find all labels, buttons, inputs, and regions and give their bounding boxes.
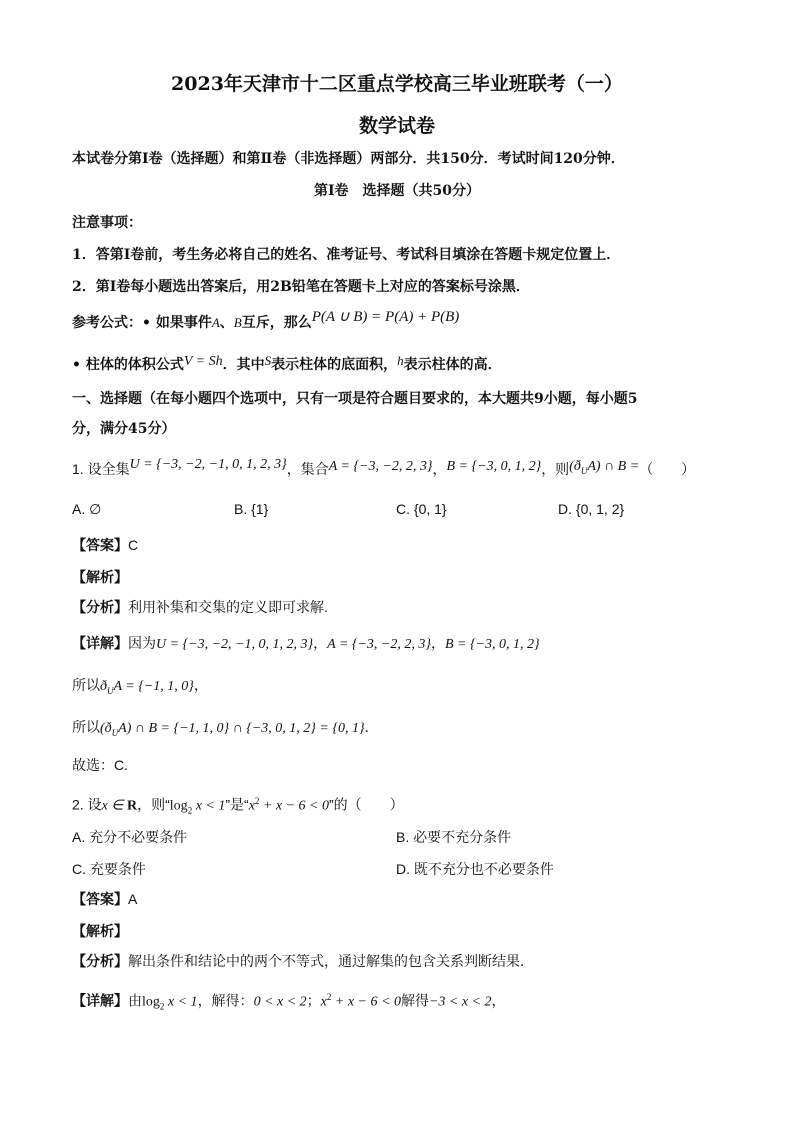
q1-xj2-sub: U bbox=[107, 685, 114, 696]
part-heading: 第Ⅰ卷 选择题（共50分） bbox=[313, 183, 481, 199]
q1-option-c: C. {0, 1} bbox=[396, 501, 447, 517]
q2-quad-sup: 2 bbox=[254, 796, 260, 806]
q1-xj1-sep1: ， bbox=[313, 635, 328, 651]
q2-answer-tag: 【答案】 bbox=[72, 891, 128, 907]
formula-label: 参考公式： bbox=[72, 315, 142, 331]
volume-formula: V = Sh bbox=[183, 354, 223, 369]
q1-expr-sub: U bbox=[580, 465, 588, 476]
event-a: A bbox=[211, 315, 220, 330]
question-1 bbox=[72, 457, 696, 484]
q2-xiangjie-tag: 【详解】 bbox=[72, 992, 128, 1009]
q2-real-set: R bbox=[127, 798, 138, 814]
q2-option-a: A. 充分不必要条件 bbox=[72, 829, 188, 845]
symbol-s: S bbox=[264, 353, 272, 368]
section-heading-line-1: 一、选择题（在每小题四个选项中，只有一项是符合题目要求的，本大题共9小题，每小题5 bbox=[72, 391, 638, 407]
q1-xj2-expr: A = {−1, 1, 0} bbox=[113, 679, 194, 694]
q1-mid1: ，集合 bbox=[286, 461, 329, 477]
q1-expr-open: (ð bbox=[569, 459, 581, 474]
q1-xj1-a-set: A = {−3, −2, 2, 3} bbox=[327, 637, 431, 652]
q2-xj-r1: 0 < x < 2 bbox=[253, 994, 307, 1010]
q2-mid: ，则“ bbox=[137, 796, 170, 813]
q2-xj-log-rest: x < 1 bbox=[164, 994, 198, 1010]
note-item-2: 2．第Ⅰ卷每小题选出答案后，用2B铅笔在答题卡上对应的答案标号涂黑． bbox=[72, 279, 530, 295]
q2-log-rest: x < 1 bbox=[192, 798, 226, 814]
formula-2-mid1: ．其中 bbox=[222, 357, 265, 373]
q1-option-b: B. {1} bbox=[234, 501, 269, 517]
q2-xj-log: log bbox=[142, 994, 160, 1010]
q2-fenxi-tag: 【分析】 bbox=[72, 953, 128, 969]
q1-fenxi-tag: 【分析】 bbox=[72, 599, 128, 615]
q1-conclusion: 故选：C. bbox=[72, 757, 128, 773]
q2-log-sub: 2 bbox=[187, 805, 193, 816]
formula-line-2 bbox=[72, 353, 502, 375]
q1-sep: ， bbox=[432, 461, 447, 477]
q2-fenxi: 解出条件和结论中的两个不等式，通过解集的包含关系判断结果． bbox=[128, 953, 534, 969]
q1-xiangjie-row bbox=[72, 634, 540, 654]
q1-expression bbox=[569, 459, 639, 474]
formula-line-1 bbox=[72, 309, 460, 332]
q1-step-3 bbox=[72, 718, 379, 742]
probability-formula: P(A ∪ B) = P(A) + P(B) bbox=[311, 309, 460, 325]
q2-xj-b: ，解得： bbox=[197, 992, 254, 1009]
q2-log: log bbox=[169, 798, 188, 814]
q1-xj3-a: 所以 bbox=[72, 719, 100, 735]
q2-cond: x ∈ bbox=[101, 798, 127, 814]
q1-xj2-a: 所以 bbox=[72, 677, 100, 693]
notes-heading: 注意事项： bbox=[72, 215, 142, 231]
formula-2-end: 表示柱体的高． bbox=[403, 357, 502, 373]
q1-expr-end: A) ∩ B = bbox=[587, 459, 640, 474]
q1-xj2-c: ð bbox=[100, 679, 107, 694]
q1-fenxi-row bbox=[72, 598, 328, 617]
symbol-h: h bbox=[397, 353, 404, 368]
q1-xj1-b-set: B = {−3, 0, 1, 2} bbox=[444, 637, 540, 652]
q1-xj3-expr: A) ∩ B = {−1, 1, 0} ∩ {−3, 0, 1, 2} = {0, 1} bbox=[118, 721, 365, 736]
formula-1-prefix: • 如果事件 bbox=[142, 315, 212, 331]
q1-jiexi: 【解析】 bbox=[72, 569, 128, 585]
q2-xiangjie-row bbox=[72, 988, 506, 1015]
intro-text: 本试卷分第Ⅰ卷（选择题）和第Ⅱ卷（非选择题）两部分．共150分．考试时间120分钟． bbox=[72, 151, 625, 167]
q2-option-d: D. 既不充分也不必要条件 bbox=[396, 861, 554, 877]
formula-1-mid: 互斥，那么 bbox=[241, 315, 312, 331]
formula-2-mid2: 表示柱体的底面积， bbox=[271, 357, 398, 373]
q2-xj-c: ； bbox=[306, 992, 321, 1009]
event-b: B bbox=[233, 315, 242, 330]
q2-prefix: 2. 设 bbox=[72, 796, 102, 813]
q1-prefix: 1. 设全集 bbox=[72, 461, 130, 477]
q1-xj1-sep2: ， bbox=[430, 635, 445, 651]
q2-answer-row bbox=[72, 890, 137, 909]
q1-xj1-u: U = {−3, −2, −1, 0, 1, 2, 3} bbox=[156, 637, 314, 652]
q1-answer-tag: 【答案】 bbox=[72, 537, 128, 553]
q2-xj-q-rest: + x − 6 < 0 bbox=[331, 994, 401, 1010]
formula-1-sep: 、 bbox=[219, 315, 234, 331]
q2-xj-r2: −3 < x < 2 bbox=[428, 994, 492, 1010]
q2-xj-d: 解得 bbox=[400, 992, 429, 1009]
q1-xj1-a: 因为 bbox=[128, 635, 156, 651]
section-heading-line-2: 分，满分45分） bbox=[72, 421, 176, 437]
question-2 bbox=[72, 792, 404, 819]
q2-answer: A bbox=[128, 891, 138, 907]
q2-xj-e: ， bbox=[491, 992, 506, 1009]
q1-answer: C bbox=[128, 537, 139, 553]
q1-option-a: A. ∅ bbox=[72, 501, 102, 517]
q1-set-u: U = {−3, −2, −1, 0, 1, 2, 3} bbox=[129, 457, 287, 472]
q2-xj-q-sup: 2 bbox=[326, 992, 332, 1002]
note-item-1: 1．答第Ⅰ卷前，考生务必将自己的姓名、准考证号、考试科目填涂在答题卡规定位置上． bbox=[72, 247, 621, 263]
q1-step-2 bbox=[72, 676, 208, 700]
q2-end: ”的（ ） bbox=[328, 796, 404, 813]
q2-xj-q: x bbox=[320, 994, 327, 1010]
q1-option-d: D. {0, 1, 2} bbox=[558, 501, 625, 517]
q2-fenxi-row bbox=[72, 952, 534, 971]
q2-xj-a: 由 bbox=[128, 992, 142, 1009]
q1-fenxi: 利用补集和交集的定义即可求解. bbox=[128, 599, 328, 615]
q1-set-a: A = {−3, −2, 2, 3} bbox=[328, 459, 433, 474]
q2-xj-log-sub: 2 bbox=[159, 1001, 165, 1012]
page-title: 2023年天津市十二区重点学校高三毕业班联考（一） bbox=[171, 73, 623, 95]
q2-quad: x bbox=[248, 798, 255, 814]
q2-quad-rest: + x − 6 < 0 bbox=[259, 798, 329, 814]
q1-xj3-c: (ð bbox=[100, 721, 112, 736]
q2-option-b: B. 必要不充分条件 bbox=[396, 829, 512, 845]
q2-option-c: C. 充要条件 bbox=[72, 861, 146, 877]
q1-xj3-end: ． bbox=[364, 719, 379, 735]
q1-xj3-sub: U bbox=[111, 727, 119, 738]
q1-xiangjie-tag: 【详解】 bbox=[72, 635, 128, 651]
page-subtitle: 数学试卷 bbox=[358, 115, 435, 137]
q1-answer-row bbox=[72, 536, 138, 555]
q1-paren: （ ） bbox=[639, 461, 696, 477]
q1-set-b: B = {−3, 0, 1, 2} bbox=[446, 459, 542, 474]
q1-mid2: ，则 bbox=[541, 461, 570, 477]
q2-is: ”是“ bbox=[225, 796, 249, 813]
formula-2-prefix: • 柱体的体积公式 bbox=[72, 357, 184, 373]
q1-xj2-end: ， bbox=[193, 677, 208, 693]
q2-jiexi: 【解析】 bbox=[72, 923, 128, 939]
